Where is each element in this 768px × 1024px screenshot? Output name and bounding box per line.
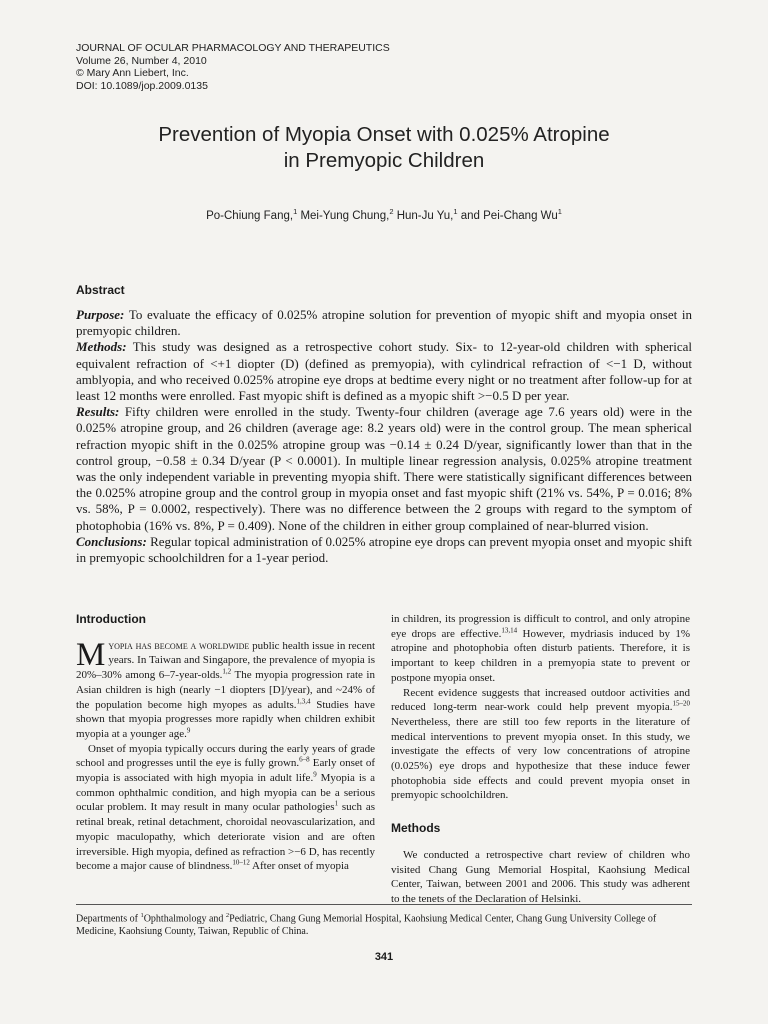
right-p1-text-a: in children, its progression is difficult to control, and only atropine eye drops are effective.: [391, 613, 690, 640]
citation: 9: [313, 770, 317, 779]
author-4-affiliation: 1: [557, 207, 562, 216]
intro-p2-text-a: Onset of myopia typically occurs during the early years of grade school and progresses until the eye is fully grown.: [76, 742, 375, 770]
author-2-affiliation: 2: [389, 207, 394, 216]
introduction-heading: Introduction: [76, 612, 146, 626]
intro-paragraph-2: [76, 742, 375, 874]
abstract-body: [76, 307, 692, 566]
citation: 1: [334, 799, 339, 808]
citation: 1,2: [222, 667, 232, 676]
intro-p2-text-e: After onset of myopia: [252, 860, 349, 873]
citation: 1,3,4: [296, 696, 311, 705]
paper-title: [60, 122, 708, 174]
right-column: [391, 612, 690, 907]
citation: 9: [186, 726, 191, 735]
right-p2-text-b: Nevertheless, there are still too few reports in the literature of medical interventions to prevent myopia onset. In this study, we investigate the effects of very low concentrations of atropine (0.025%) eye drops and hypothesize that these induce fewer photophobia side effects and could prevent myopia onset in premyopic schoolchildren.: [391, 715, 690, 802]
author-1: Po-Chiung Fang,: [206, 209, 294, 222]
abstract-conclusions: [76, 534, 692, 566]
author-list: [60, 207, 708, 222]
abstract-purpose: [76, 307, 692, 339]
intro-paragraph-1: [76, 636, 376, 742]
results-text: Fifty children were enrolled in the study. Twenty-four children (average age 7.6 years old) were in the 0.025% atropine group, and 26 children (average age: 8.2 years old) were in the control group. The mean spherical refraction myopic shift in the 0.025% atropine group was −0.14 ± 0.24 D/year, significantly lower than that in the control group, −0.58 ± 0.34 D/year (P < 0.0001). In multiple linear regression analysis, 0.025% atropine treatment was the only independent variable in preventing myopia shift. There were statistically significant differences between the 0.025% atropine group and the control group in myopia onset and fast myopic shift (21% vs. 54%, P = 0.016; 8% vs. 58%, P = 0.0002, respectively). There was no difference between the 2 groups with regard to the symptom of photophobia (16% vs. 8%, P = 0.409). None of the children in either group complained of near-blurred vision.: [76, 404, 692, 533]
conclusions-label: Conclusions:: [76, 533, 147, 549]
abstract-heading: Abstract: [76, 283, 125, 297]
page-number: 341: [374, 951, 394, 963]
methods-text: This study was designed as a retrospective cohort study. Six- to 12-year-old children with spherical equivalent refraction of <+1 diopter (D) (defined as premyopia), with cylindrical refraction of <−1 D, without amblyopia, and who received 0.025% atropine eye drops at bedtime every night or no treatment after follow-up for at least 12 months were enrolled. Fast myopic shift is defined as a myopic shift >−0.5 D per year.: [76, 339, 693, 404]
footnote-divider: [76, 904, 692, 905]
journal-volume: Volume 26, Number 4, 2010: [76, 54, 207, 67]
journal-copyright: © Mary Ann Liebert, Inc.: [76, 67, 189, 79]
title-line-1: Prevention of Myopia Onset with 0.025% Atropine: [158, 123, 610, 146]
purpose-label: Purpose:: [76, 307, 125, 322]
citation: 15–20: [672, 699, 690, 708]
intro-p1-text-b: The myopia progression rate in Asian children is high (nearly −1 diopters [D]/year), and ~24% of the population become high myopes as adults.: [76, 669, 375, 711]
author-3: Hun-Ju Yu,: [396, 209, 454, 222]
author-3-affiliation: 1: [453, 207, 458, 216]
citation: 13,14: [501, 626, 518, 635]
affiliations-footnote: [76, 910, 692, 938]
conclusions-text: Regular topical administration of 0.025% atropine eye drops can prevent myopia onset and myopic shift in premyopic schoolchildren for a 1-year period.: [76, 533, 693, 566]
methods-heading: Methods: [391, 821, 441, 836]
left-column: [76, 612, 375, 874]
right-paragraph-2: [391, 686, 690, 804]
author-4: and Pei-Chang Wu: [460, 209, 558, 222]
affiliation-marker: 2: [225, 912, 230, 919]
footnote-text-a: Departments of: [76, 913, 138, 925]
journal-doi: DOI: 10.1089/jop.2009.0135: [76, 79, 208, 92]
right-p1-text-b: However, mydriasis induced by 1% atropine and photophobia often disturb patients. Therefore, it is important to keep children in a premyopia state to prevent or postpone myopia onset.: [391, 627, 691, 684]
methods-label: Methods:: [76, 339, 127, 355]
intro-p1-text-c: Studies have shown that myopia progresses more rapidly when children exhibit myopia at a younger age.: [76, 698, 376, 740]
author-2: Mei-Yung Chung,: [300, 209, 390, 222]
drop-cap: M: [76, 636, 106, 673]
intro-p2-text-c: Myopia is a common ophthalmic condition, and high myopia can be a serious ocular problem. It may result in many ocular pathologies: [76, 772, 375, 814]
methods-paragraph: We conducted a retrospective chart review of children who visited Chang Gung Memorial Hospital, Kaohsiung Medical Center, Taiwan, between 2001 and 2006. This study was adherent to the tenets of the Declaration of Helsinki.: [391, 848, 690, 905]
citation: 6–8: [299, 755, 310, 764]
journal-header: [76, 42, 390, 92]
intro-p1-text-a: public health issue in recent years. In Taiwan and Singapore, the prevalence of myopia is 20%–30% among 6–7-year-olds.: [76, 639, 376, 682]
intro-p2-text-b: Early onset of myopia is associated with high myopia in adult life.: [76, 757, 375, 785]
abstract-results: [76, 404, 692, 534]
intro-p2-text-d: such as retinal break, retinal detachment, choroidal neovascularization, and myopic maculopathy, which deteriorate vision and are often irreversible. High myopia, defined as refraction >−6 D, has recently become a major cause of blindness.: [76, 801, 376, 873]
citation: 10–12: [232, 858, 250, 867]
author-1-affiliation: 1: [293, 207, 298, 216]
footnote-text-b: Ophthalmology and: [143, 913, 224, 925]
purpose-text: To evaluate the efficacy of 0.025% atropine solution for prevention of myopic shift and myopia onset in premyopic children.: [76, 307, 692, 339]
affiliation-marker: 1: [140, 912, 144, 919]
abstract-methods: [76, 339, 692, 404]
right-p2-text-a: Recent evidence suggests that increased outdoor activities and reduced long-term near-work could help prevent myopia.: [391, 686, 690, 714]
intro-lead-in: yopia has become a worldwide: [108, 639, 250, 652]
journal-name: JOURNAL OF OCULAR PHARMACOLOGY AND THERAPEUTICS: [76, 42, 390, 54]
footnote-text-c: Pediatric, Chang Gung Memorial Hospital, Kaohsiung Medical Center, Chang Gung University College of Medicine, Kaohsiung County, Taiwan, Republic of China.: [76, 913, 657, 937]
right-paragraph-1: [391, 612, 690, 686]
title-line-2: in Premyopic Children: [283, 149, 485, 172]
results-label: Results:: [76, 404, 120, 420]
